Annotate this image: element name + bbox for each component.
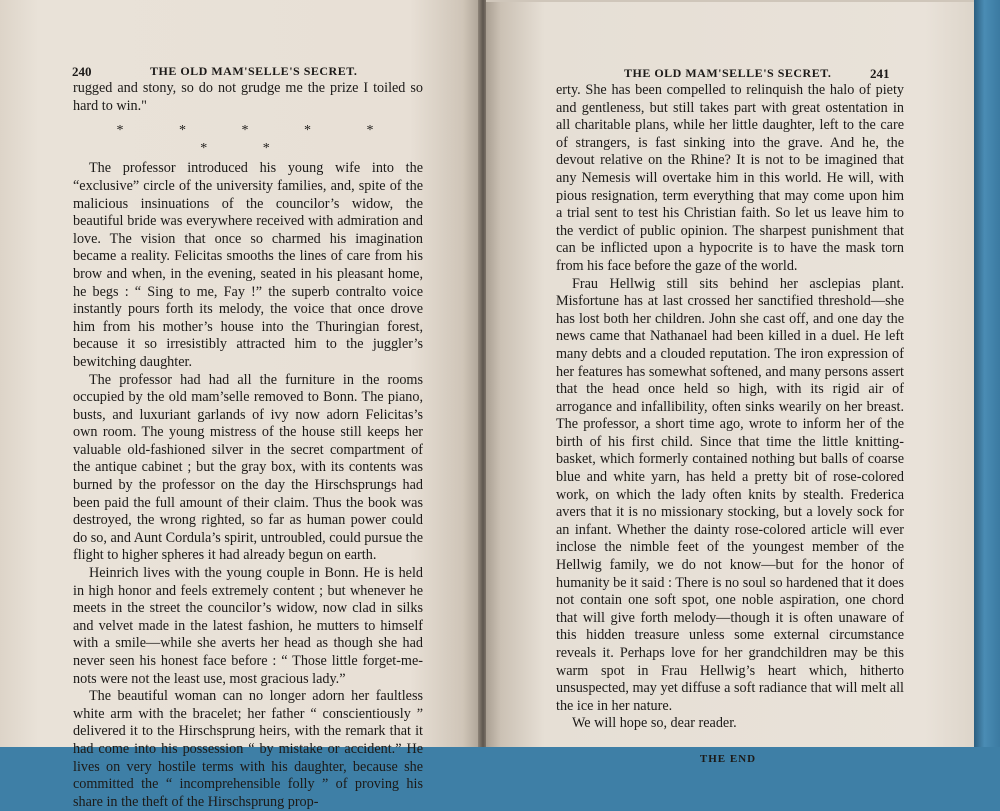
left-page	[0, 0, 482, 810]
running-header: THE OLD MAM'SELLE'S SECRET.	[624, 66, 832, 80]
page-number: 240	[72, 64, 92, 79]
running-header: THE OLD MAM'SELLE'S SECRET.	[150, 64, 358, 78]
paragraph: The professor introduced his young wife into the “exclusive” circle of the university families, and, spite of the malicious insinuations of the councilor’s widow, the beautiful bride was everywhere received with admiration and love. The vision that once so charmed his imagination became a reality. Felicitas smooths the lines of care from his brow and when, in the evening, seated in his pleasant home, he begs : “ Sing to me, Fay !” the superb contralto voice instantly pours forth its melody, the voice that once drove him from his mother’s house into the Thuringian forest, because it so irresistibly attracted him to the juggler’s bewitching daughter.	[73, 160, 423, 370]
page-body	[556, 82, 904, 769]
paragraph: The professor had had all the furniture in the rooms occupied by the old mam’selle removed to Bonn. The piano, busts, and luxuriant garlands of ivy now adorn Felicitas’s own room. The young mistress of the house still keeps her valuable old-fashioned silver in the secret compartment of the antique cabinet ; but the gray box, with its contents was burned by the professor on the day the Hirschsprungs had been paid the full amount of their claim. Thus the book was destroyed, the wrong righted, so far as human power could do so, and Aunt Cordula’s spirit, untroubled, could pursue the flight to higher spheres it had already begun on earth.	[73, 371, 423, 564]
opening-lines: erty. She has been compelled to relinquish the halo of piety and gentleness, but still takes part with great ostentation in all charitable plans, while her little daughter, left to the care of strangers, is fast sinking into the grave. And he, the devout relative on the Rhine? It is not to be imagined that any Nemesis will overtake him in this world. He will, with pious resignation, term everything that may come upon him a trial sent to test his Christian faith. So let us leave him to the verdict of public opinion. The sharpest punishment that can be inflicted upon a hypocrite is to have the mask torn from his face before the gaze of the world.	[556, 82, 904, 274]
opening-lines: rugged and stony, so do not grudge me the prize I toiled so hard to win."	[73, 80, 423, 114]
right-page	[486, 0, 974, 765]
page-body	[73, 80, 423, 811]
the-end-mark: THE END	[699, 752, 757, 765]
paragraph: Frau Hellwig still sits behind her asclepias plant. Misfortune has at last crossed her sanctified threshold—she has lost both her children. John she cast off, and one day the news came that Nathanael had been killed in a duel. He left many debts and a clouded reputation. The iron expression of her features has somewhat softened, and many persons assert that the head once held so high, with its rigid air of arrogance and infallibility, often sinks wearily on her breast. The professor, a short time ago, wrote to inform her of the birth of his first child. Since that time the little knitting-basket, which formerly contained nothing but balls of coarse blue and white yarn, has held a pretty bit of rose-colored work, on which the lady often knits by stealth. Frederica avers that it is no missionary stocking, but a lovely sock for an infant. Whether the dainty rose-colored article will ever inclose the nimble feet of the youngest member of the Hellwig family, we do not know—but for the honor of humanity be it said : There is no soul so hardened that it does not contain one soft spot, one noble aspiration, one chord that will give forth melody—though it is often unaware of this hidden treasure unless some external circumstance reveals it. Perhaps love for her grandchildren may be this warm spot in Frau Hellwig’s heart which, hitherto unsuspected, may yet diffuse a soft radiance that will melt all the ice in her nature.	[556, 275, 904, 714]
closing-line: We will hope so, dear reader.	[572, 715, 737, 732]
section-separator: * * * * * * *	[116, 123, 400, 156]
book-cover-edge	[974, 0, 1000, 747]
paragraph: The beautiful woman can no longer adorn her faultless white arm with the bracelet; her father “ conscientiously ” delivered it to the Hirschsprung heirs, with the remark that it had come into his possession “ by mistake or accident.” He lives on very hostile terms with his daughter, because she committed the “ incomprehensible folly ” of proving his share in the theft of the Hirschsprung prop-	[73, 688, 423, 810]
paragraph: Heinrich lives with the young couple in Bonn. He is held in high honor and feels extremely content ; but whenever he meets in the street the councilor’s widow, now clad in silks and velvet made in the latest fashion, he mutters to himself with a smile—while she averts her head as though she had never seen his honest face before : “ Those little forget-me-nots were not the least use, most gracious lady.”	[73, 565, 423, 687]
page-number: 241	[870, 66, 890, 81]
